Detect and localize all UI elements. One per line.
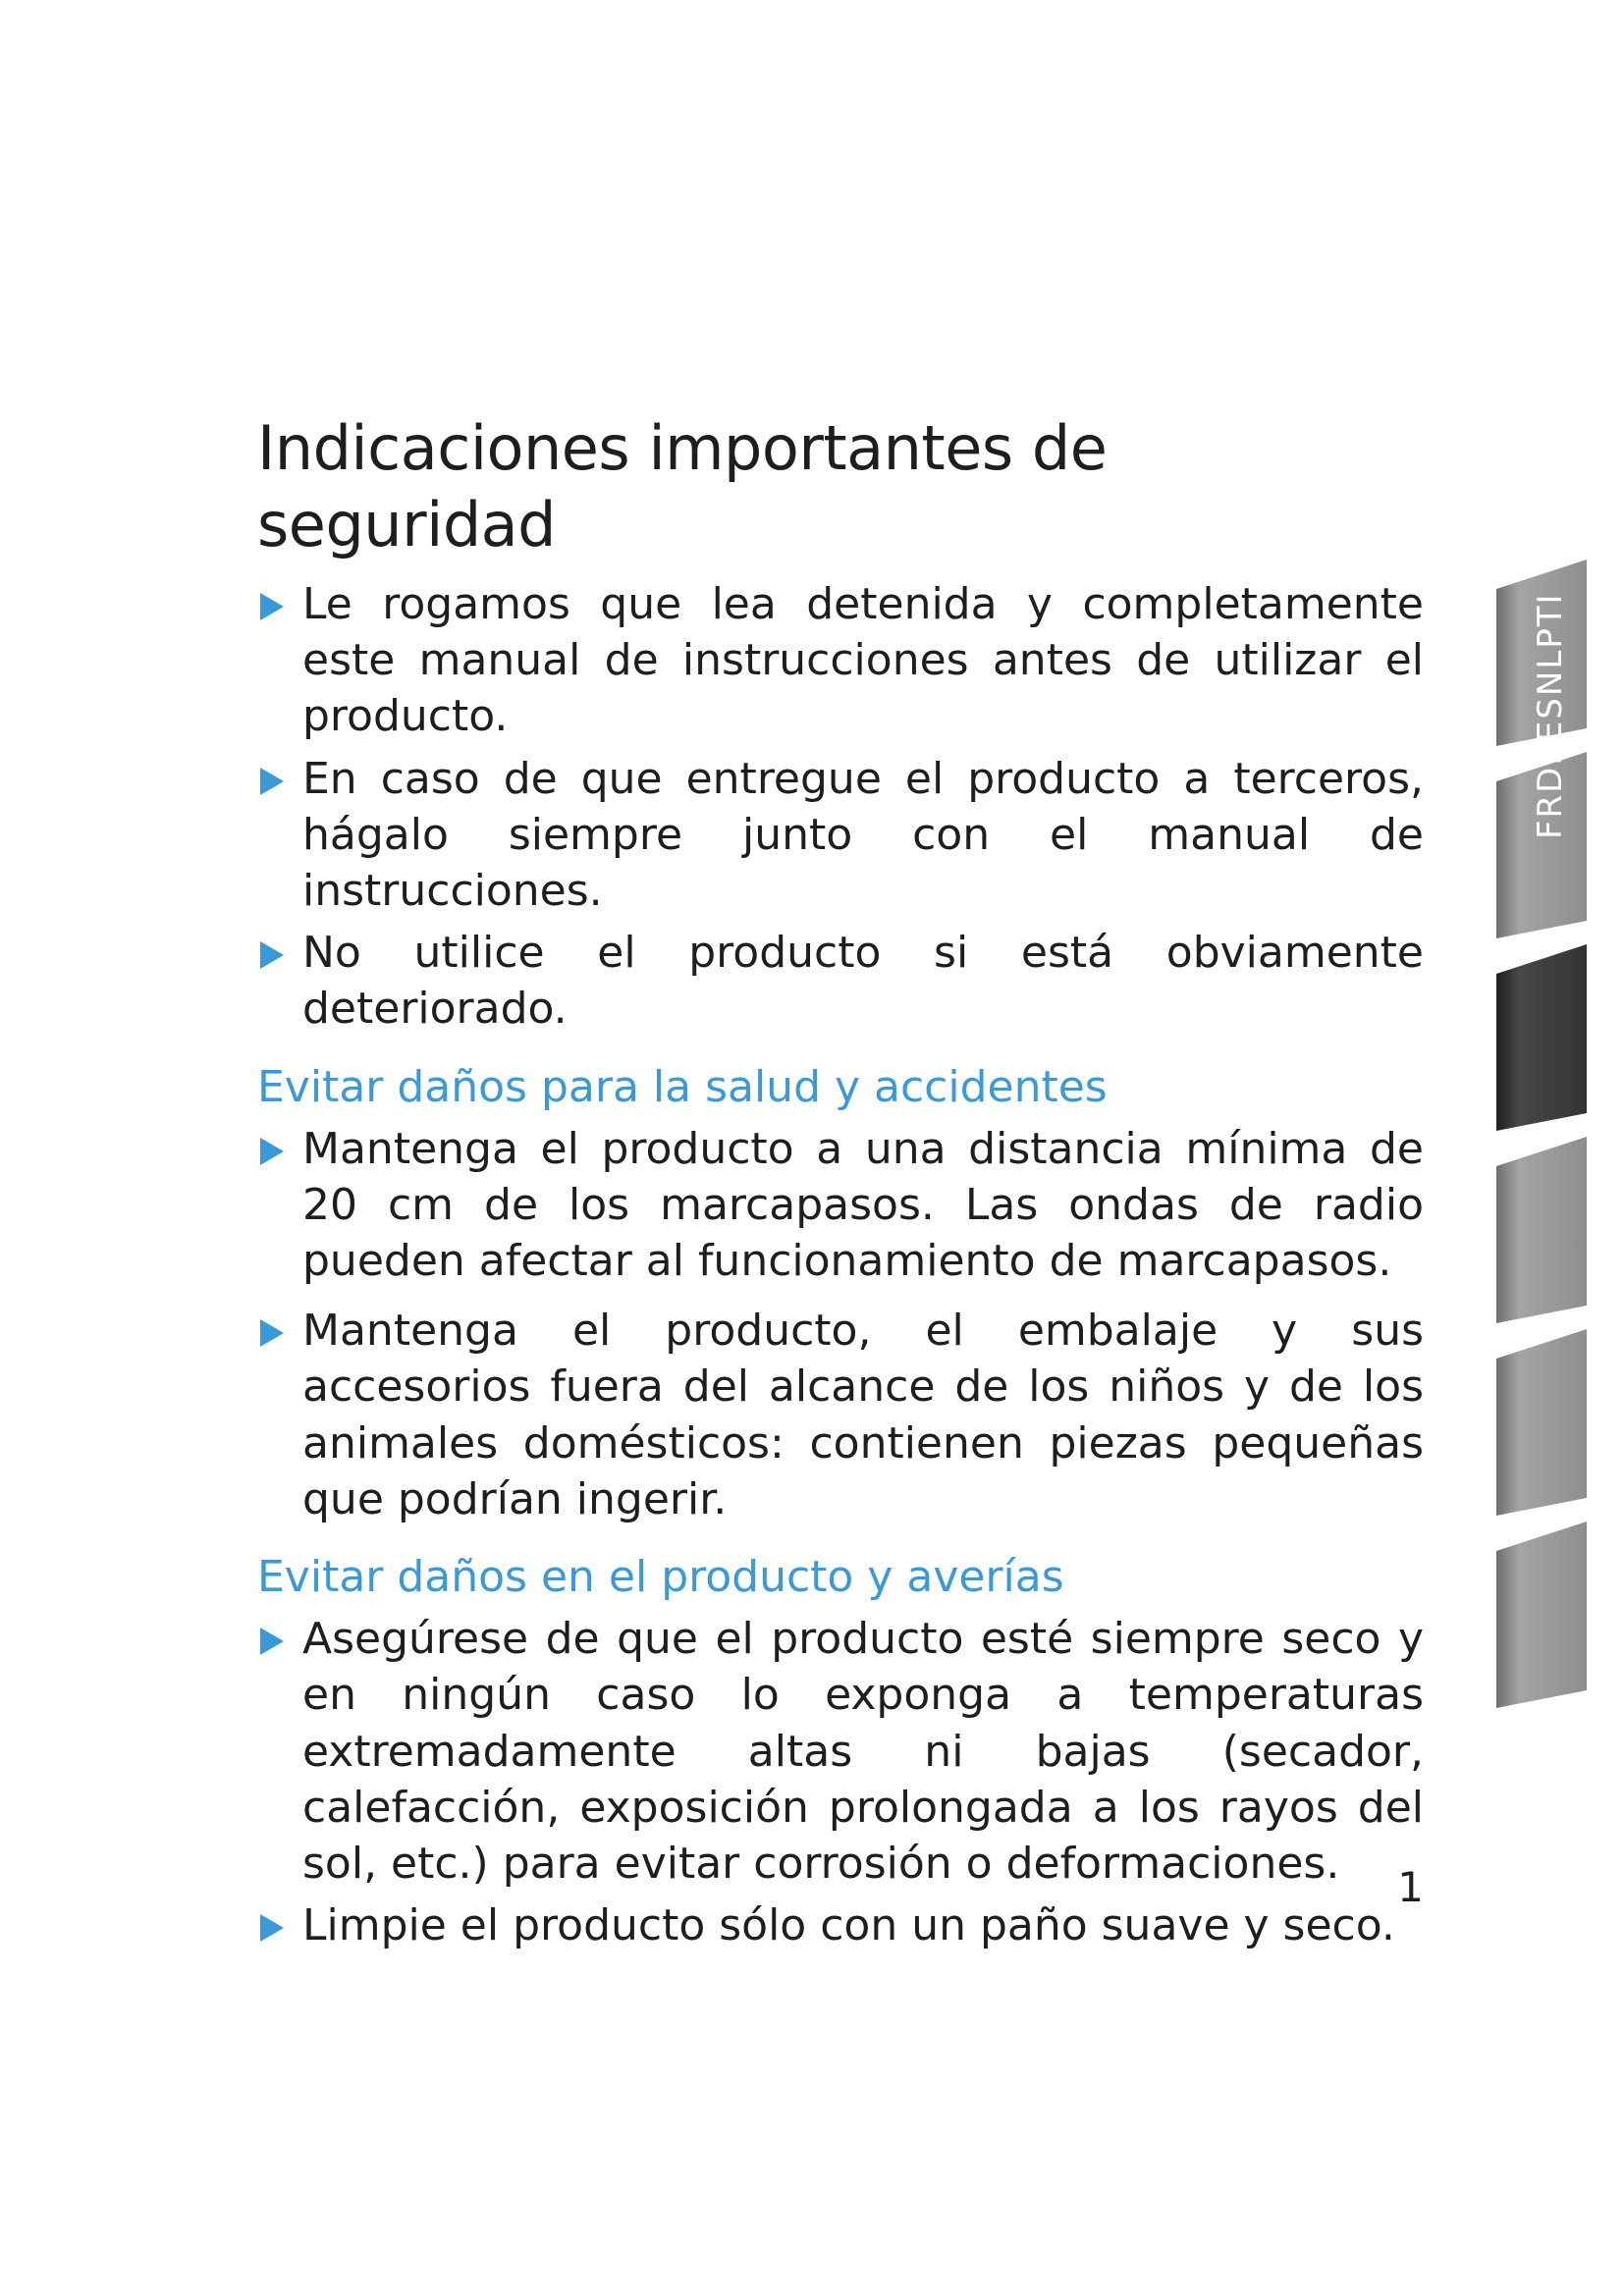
triangle-bullet-icon [260, 1628, 284, 1655]
triangle-bullet-icon [260, 768, 284, 795]
section-heading-product: Evitar daños en el producto y averías [257, 1552, 1064, 1602]
health-bullet-list [257, 1121, 1424, 1527]
language-tab-i[interactable] [1496, 1522, 1587, 1708]
page-title: Indicaciones importantes de seguridad [257, 412, 1108, 561]
language-tab-es[interactable] [1496, 944, 1587, 1131]
triangle-bullet-icon [260, 593, 284, 620]
language-tab-labels: FRDEESNLPTI [1531, 592, 1570, 839]
language-tab-nl[interactable] [1496, 1137, 1587, 1323]
list-item [257, 576, 1424, 745]
triangle-bullet-icon [260, 1138, 284, 1165]
product-bullet-list [257, 1611, 1424, 1953]
bullet-text: Mantenga el producto a una distancia mínima de 20 cm de los marcapasos. Las ondas de radio pueden afectar al funcionamiento de marcapasos. [302, 1123, 1424, 1287]
bullet-text: Asegúrese de que el producto esté siempre seco y en ningún caso lo exponga a temperaturas extremadamente altas ni bajas (secador, calefacción, exposición prolongada a los rayos del sol, etc.) para evitar corrosión o deformaciones. [302, 1614, 1424, 1889]
page-number: 1 [1397, 1863, 1424, 1911]
triangle-bullet-icon [260, 1914, 284, 1942]
language-tab-strip [1492, 530, 1591, 1796]
list-item [257, 1121, 1424, 1290]
bullet-text: En caso de que entregue el producto a terceros, hágalo siempre junto con el manual de instrucciones. [302, 753, 1424, 916]
triangle-bullet-icon [260, 1319, 284, 1347]
bullet-text: No utilice el producto si está obviamente deteriorado. [302, 928, 1424, 1035]
intro-bullet-list [257, 576, 1424, 1038]
bullet-text: Limpie el producto sólo con un paño suave y seco. [302, 1900, 1395, 1951]
safety-instructions [257, 410, 1424, 1959]
list-item [257, 1897, 1424, 1953]
bullet-text: Le rogamos que lea detenida y completamente este manual de instrucciones antes de utilizar el producto. [302, 579, 1424, 742]
triangle-bullet-icon [260, 941, 284, 969]
section-heading-health: Evitar daños para la salud y accidentes [257, 1061, 1108, 1112]
bullet-text: Mantenga el producto, el embalaje y sus accesorios fuera del alcance de los niños y de los animales domésticos: contienen piezas pequeñas que podrían ingerir. [302, 1306, 1424, 1524]
list-item [257, 925, 1424, 1037]
list-item [257, 751, 1424, 920]
language-tab-pt[interactable] [1496, 1329, 1587, 1516]
list-item [257, 1303, 1424, 1527]
list-item [257, 1611, 1424, 1892]
